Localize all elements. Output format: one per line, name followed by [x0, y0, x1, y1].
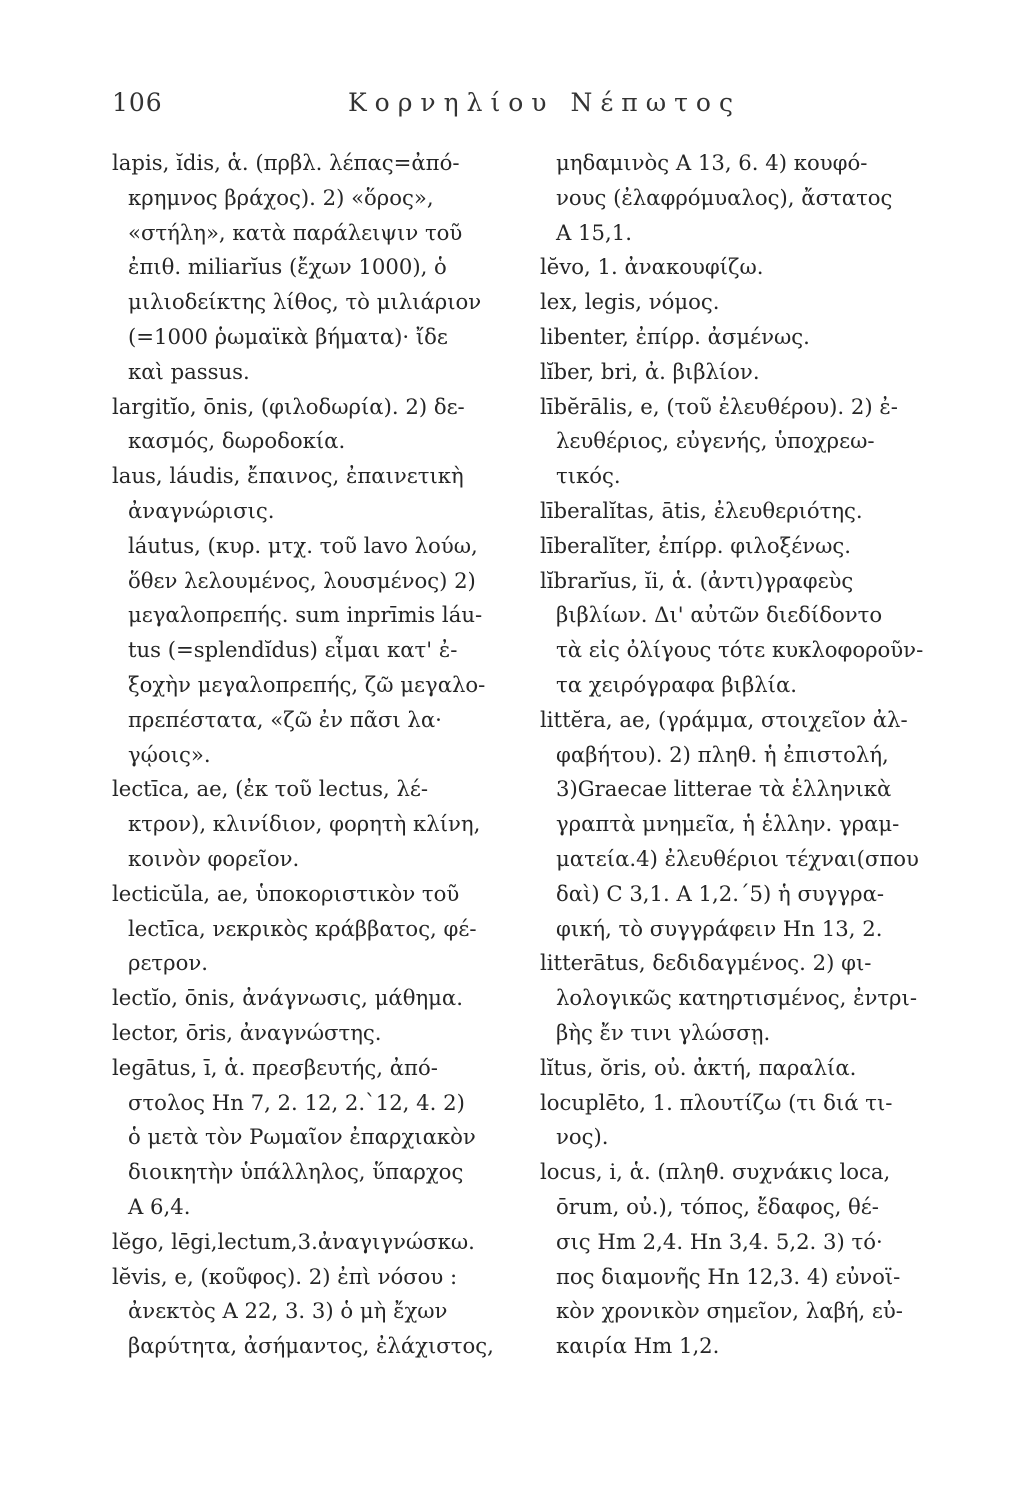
- left-column-line: lectĭo, ōnis, ἀνάγνωσις, μάθημα.: [112, 985, 463, 1011]
- left-column-line: ὅθεν λελουμένος, λουσμένος) 2): [128, 567, 476, 593]
- left-column-line: ξοχὴν μεγαλοπρεπής, ζῶ μεγαλο-: [128, 671, 486, 697]
- right-column-line: σις Hm 2,4. Hn 3,4. 5,2. 3) τό·: [556, 1228, 883, 1254]
- right-column-line: φαβήτου). 2) πληθ. ἡ ἐπιστολή,: [556, 741, 889, 767]
- left-column-line: μιλιοδείκτης λίθος, τὸ μιλιάριον: [128, 289, 482, 315]
- left-column-line: lectīca, νεκρικὸς κράββατος, φέ-: [128, 915, 477, 941]
- left-column: [112, 146, 527, 1364]
- right-column-line: lĭtus, ŏris, οὐ. ἀκτή, παραλία.: [540, 1054, 857, 1080]
- right-column-line: locus, i, ἁ. (πληθ. συχνάκις loca,: [540, 1159, 891, 1185]
- left-column-line: ρετρον.: [128, 950, 208, 976]
- right-column-line: λευθέριος, εὐγενής, ὑποχρεω-: [556, 428, 875, 454]
- right-column-line: lĭber, bri, ἀ. βιβλίον.: [540, 358, 760, 384]
- left-column-line: láutus, (κυρ. μτχ. τοῦ lavo λούω,: [128, 532, 478, 558]
- left-column-line: legātus, ī, ἁ. πρεσβευτής, ἀπό-: [112, 1054, 438, 1080]
- right-column-line: μηδαμινὸς A 13, 6. 4) κουφό-: [556, 150, 868, 175]
- left-column-line: ἐπιθ. miliarĭus (ἔχων 1000), ὁ: [128, 254, 447, 280]
- right-column-line: γραπτὰ μνημεῖα, ἡ ἑλλην. γραμ-: [556, 811, 900, 837]
- left-column-line: πρεπέστατα, «ζῶ ἐν πᾶσι λα·: [128, 706, 442, 732]
- right-column-line: πος διαμονῆς Hn 12,3. 4) εὐνοϊ-: [556, 1263, 901, 1289]
- right-column-line: τὰ εἰς ὀλίγους τότε κυκλοφοροῦν-: [556, 637, 924, 663]
- left-column-line: καὶ passus.: [128, 358, 250, 384]
- page-header: [0, 88, 1032, 128]
- right-column-line: locuplēto, 1. πλουτίζω (τι διά τι-: [540, 1089, 893, 1115]
- left-column-line: διοικητὴν ὑπάλληλος, ὕπαρχος: [128, 1159, 464, 1185]
- left-column-line: «στήλη», κατὰ παράλειψιν τοῦ: [128, 219, 463, 245]
- left-column-line: lector, ōris, ἀναγνώστης.: [112, 1019, 382, 1045]
- left-column-line: κασμός, δωροδοκία.: [128, 428, 346, 454]
- right-column: [540, 146, 960, 1364]
- right-column-line: βιβλίων. Δι' αὐτῶν διεδίδοντο: [556, 602, 883, 628]
- left-column-line: A 6,4.: [128, 1193, 191, 1219]
- right-column-line: τικός.: [556, 463, 621, 489]
- right-column-line: littĕra, ae, (γράμμα, στοιχεῖον ἀλ-: [540, 706, 908, 732]
- right-column-line: līberalĭtas, ātis, ἐλευθεριότης.: [540, 497, 863, 523]
- left-column-line: lĕvis, e, (κοῦφος). 2) ἐπὶ νόσου :: [112, 1263, 458, 1289]
- left-column-line: (=1000 ῥωμαϊκὰ βήματα)· ἴδε: [128, 323, 448, 349]
- right-column-line: lĕvo, 1. ἀνακουφίζω.: [540, 254, 764, 280]
- right-column-line: litterātus, δεδιδαγμένος. 2) φι-: [540, 950, 872, 976]
- right-column-line: lex, legis, νόμος.: [540, 289, 720, 315]
- left-column-line: laus, láudis, ἔπαινος, ἐπαινετικὴ: [112, 463, 464, 489]
- left-column-line: lĕgo, lēgi,lectum,3.ἀναγιγνώσκω.: [112, 1228, 475, 1254]
- left-column-line: βαρύτητα, ἀσήμαντος, ἐλάχιστος,: [128, 1333, 494, 1359]
- left-column-line: κτρον), κλινίδιον, φορητὴ κλίνη,: [128, 811, 481, 837]
- right-column-line: δαὶ) C 3,1. A 1,2.´5) ἡ συγγρα-: [556, 880, 885, 906]
- left-column-line: lecticŭla, ae, ὑποκοριστικὸν τοῦ: [112, 880, 460, 906]
- right-column-line: νος).: [556, 1124, 609, 1150]
- right-column-line: βὴς ἔν τινι γλώσσῃ.: [556, 1019, 771, 1045]
- page-number: 106: [112, 88, 163, 117]
- right-column-line: ōrum, οὐ.), τόπος, ἔδαφος, θέ-: [556, 1193, 879, 1219]
- left-column-line: ἀναγνώρισις.: [128, 497, 275, 523]
- left-column-line: γῴοις».: [128, 741, 211, 767]
- left-column-line: μεγαλοπρεπής. sum inprīmis láu-: [128, 602, 483, 628]
- left-column-line: ὁ μετὰ τὸν Ρωμαῖον ἐπαρχιακὸν: [128, 1124, 476, 1150]
- left-column-line: στολος Hn 7, 2. 12, 2.`12, 4. 2): [128, 1089, 465, 1115]
- right-column-line: lībĕrālis, e, (τοῦ ἐλευθέρου). 2) ἐ-: [540, 393, 898, 419]
- left-column-line: ἀνεκτὸς A 22, 3. 3) ὁ μὴ ἔχων: [128, 1298, 448, 1324]
- right-column-line: φική, τὸ συγγράφειν Hn 13, 2.: [556, 915, 883, 941]
- right-column-line: τα χειρόγραφα βιβλία.: [556, 671, 797, 697]
- right-column-line: A 15,1.: [556, 219, 632, 245]
- right-column-line: κὸν χρονικὸν σημεῖον, λαβή, εὐ-: [556, 1298, 903, 1324]
- left-column-line: lectīca, ae, (ἐκ τοῦ lectus, λέ-: [112, 776, 429, 802]
- left-column-line: largitĭo, ōnis, (φιλοδωρία). 2) δε-: [112, 393, 465, 419]
- right-column-line: līberalĭter, ἐπίρρ. φιλοξένως.: [540, 532, 852, 558]
- right-column-line: lĭbrarĭus, ĭi, ἁ. (ἀντι)γραφεὺς: [540, 567, 854, 593]
- right-column-line: 3)Graecae litterae τὰ ἑλληνικὰ: [556, 776, 892, 802]
- right-column-line: νους (ἐλαφρόμυαλος), ἄστατος: [556, 184, 893, 210]
- left-column-line: tus (=splendĭdus) εἶμαι κατ' ἐ-: [128, 637, 458, 663]
- left-column-line: κοινὸν φορεῖον.: [128, 845, 300, 871]
- right-column-line: ματεία.4) ἐλευθέριοι τέχναι(σπου: [556, 845, 919, 871]
- right-column-line: λολογικῶς κατηρτισμένος, ἐντρι-: [556, 985, 917, 1011]
- right-column-line: libenter, ἐπίρρ. ἀσμένως.: [540, 323, 810, 349]
- running-title: Κορνηλίου Νέπωτος: [348, 88, 741, 117]
- right-column-line: καιρία Hm 1,2.: [556, 1333, 720, 1359]
- left-column-line: κρημνος βράχος). 2) «ὅρος»,: [128, 184, 434, 210]
- left-column-line: lapis, ĭdis, ἁ. (πρβλ. λέπας=ἀπό-: [112, 150, 460, 175]
